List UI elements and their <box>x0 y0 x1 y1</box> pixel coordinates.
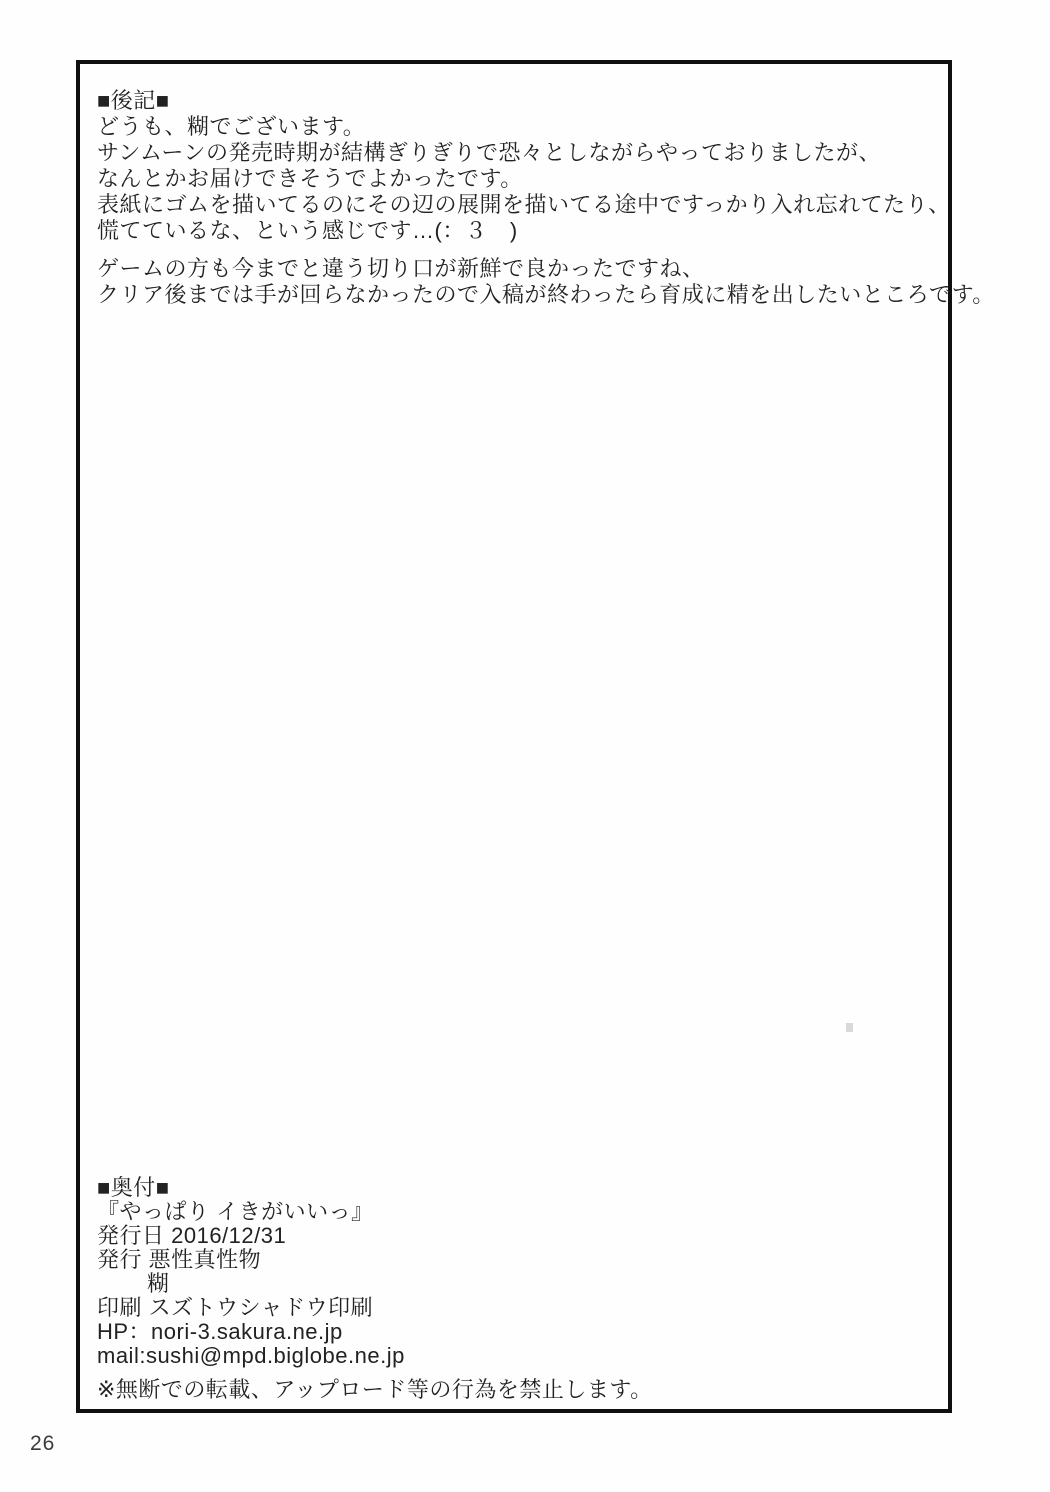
colophon-book-title: 『やっぱり イきがいいっ』 <box>97 1199 374 1224</box>
afterword-line: ゲームの方も今までと違う切り口が新鮮で良かったですね、 <box>97 256 705 281</box>
colophon-publish-date: 発行日 2016/12/31 <box>97 1223 287 1248</box>
page-number: 26 <box>30 1432 56 1455</box>
colophon-notice: ※無断での転載、アップロード等の行為を禁止します。 <box>97 1377 653 1402</box>
afterword-heading: ■後記■ <box>97 88 170 113</box>
afterword-section <box>97 88 995 308</box>
colophon-printer: 印刷 スズトウシャドウ印刷 <box>97 1295 374 1320</box>
afterword-line: サンムーンの発売時期が結構ぎりぎりで恐々としながらやっておりましたが、 <box>97 140 881 165</box>
colophon-section <box>97 1176 653 1402</box>
colophon-heading: ■奥付■ <box>97 1175 170 1200</box>
scan-artifact <box>846 1023 853 1032</box>
afterword-line: なんとかお届けできそうでよかったです。 <box>97 166 523 191</box>
colophon-publisher-name: 糊 <box>147 1271 170 1296</box>
afterword-line: 表紙にゴムを描いてるのにその辺の展開を描いてる途中ですっかり入れ忘れてたり、 <box>97 192 951 217</box>
colophon-publisher: 発行 悪性真性物 <box>97 1247 262 1272</box>
afterword-line: 慌てているな、という感じです…(：３ ) <box>97 218 518 243</box>
colophon-homepage: HP：nori-3.sakura.ne.jp <box>97 1319 343 1344</box>
afterword-line: クリア後までは手が回らなかったので入稿が終わったら育成に精を出したいところです。 <box>97 282 995 307</box>
colophon-mail: mail:sushi@mpd.biglobe.ne.jp <box>97 1343 405 1368</box>
afterword-line: どうも、糊でございます。 <box>97 114 366 139</box>
